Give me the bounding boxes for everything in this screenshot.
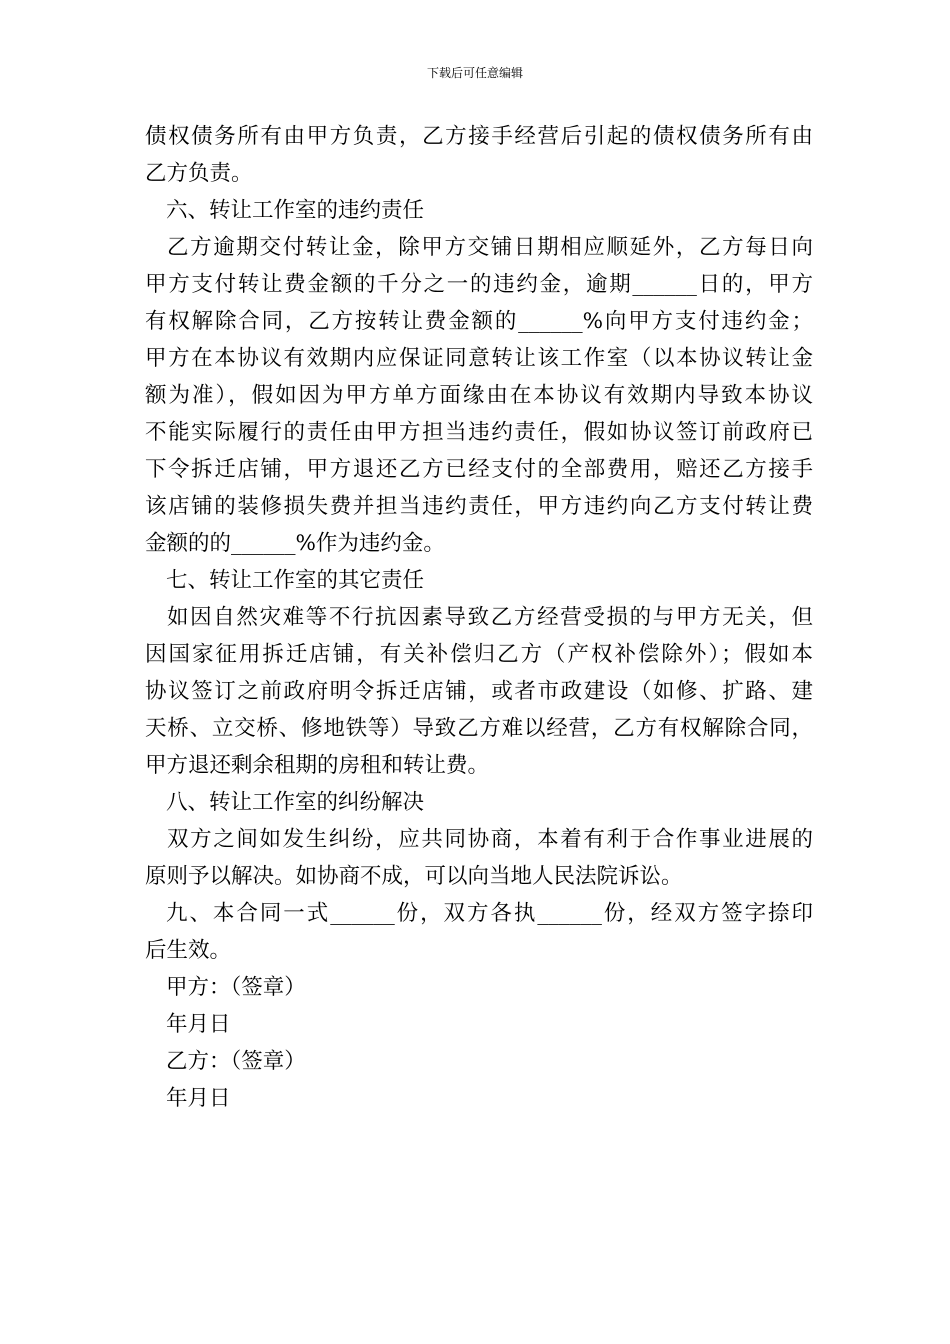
text-line: 甲方支付转让费金额的千分之一的违约金，逾期______日的，甲方 bbox=[145, 272, 813, 297]
text-line: 九、本合同一式______份，双方各执______份，经双方签字捺印 bbox=[166, 901, 813, 926]
text-line: 双方之间如发生纠纷，应共同协商，本着有利于合作事业进展的 bbox=[167, 827, 813, 852]
section-heading: 六、转让工作室的违约责任 bbox=[166, 198, 425, 223]
text-line: 有权解除合同，乙方按转让费金额的______%向甲方支付违约金； bbox=[145, 309, 813, 334]
text-line: 原则予以解决。如协商不成，可以向当地人民法院诉讼。 bbox=[145, 864, 683, 889]
section-heading: 八、转让工作室的纠纷解决 bbox=[166, 790, 425, 815]
text-line: 后生效。 bbox=[145, 938, 232, 963]
text-line: 额为准），假如因为甲方单方面缘由在本协议有效期内导致本协议 bbox=[145, 383, 813, 408]
page-header: 下载后可任意编辑 bbox=[426, 66, 523, 80]
text-line: 乙方逾期交付转让金，除甲方交铺日期相应顺延外，乙方每日向 bbox=[167, 235, 813, 260]
text-line: 债权债务所有由甲方负责，乙方接手经营后引起的债权债务所有由 bbox=[145, 124, 813, 149]
text-line: 如因自然灾难等不行抗因素导致乙方经营受损的与甲方无关，但 bbox=[167, 605, 813, 630]
text-line: 乙方负责。 bbox=[145, 161, 253, 186]
text-line: 甲方在本协议有效期内应保证同意转让该工作室（以本协议转让金 bbox=[145, 346, 813, 371]
signature-party-b: 乙方：（签章） bbox=[166, 1049, 306, 1074]
text-line: 该店铺的装修损失费并担当违约责任，甲方违约向乙方支付转让费 bbox=[145, 494, 813, 519]
text-line: 因国家征用拆迁店铺，有关补偿归乙方（产权补偿除外）；假如本 bbox=[145, 642, 813, 667]
document-body bbox=[145, 118, 813, 1117]
signature-party-a: 甲方：（签章） bbox=[166, 975, 306, 1000]
signature-date-a: 年月日 bbox=[166, 1012, 231, 1037]
section-heading: 七、转让工作室的其它责任 bbox=[166, 568, 425, 593]
text-line: 下令拆迁店铺，甲方退还乙方已经支付的全部费用，赔还乙方接手 bbox=[145, 457, 813, 482]
text-line: 协议签订之前政府明令拆迁店铺，或者市政建设（如修、扩路、建 bbox=[145, 679, 813, 704]
text-line: 天桥、立交桥、修地铁等）导致乙方难以经营，乙方有权解除合同， bbox=[145, 716, 813, 741]
text-line: 金额的的______%作为违约金。 bbox=[145, 531, 445, 556]
signature-date-b: 年月日 bbox=[166, 1086, 231, 1111]
text-line: 甲方退还剩余租期的房租和转让费。 bbox=[145, 753, 490, 778]
text-line: 不能实际履行的责任由甲方担当违约责任，假如协议签订前政府已 bbox=[145, 420, 813, 445]
